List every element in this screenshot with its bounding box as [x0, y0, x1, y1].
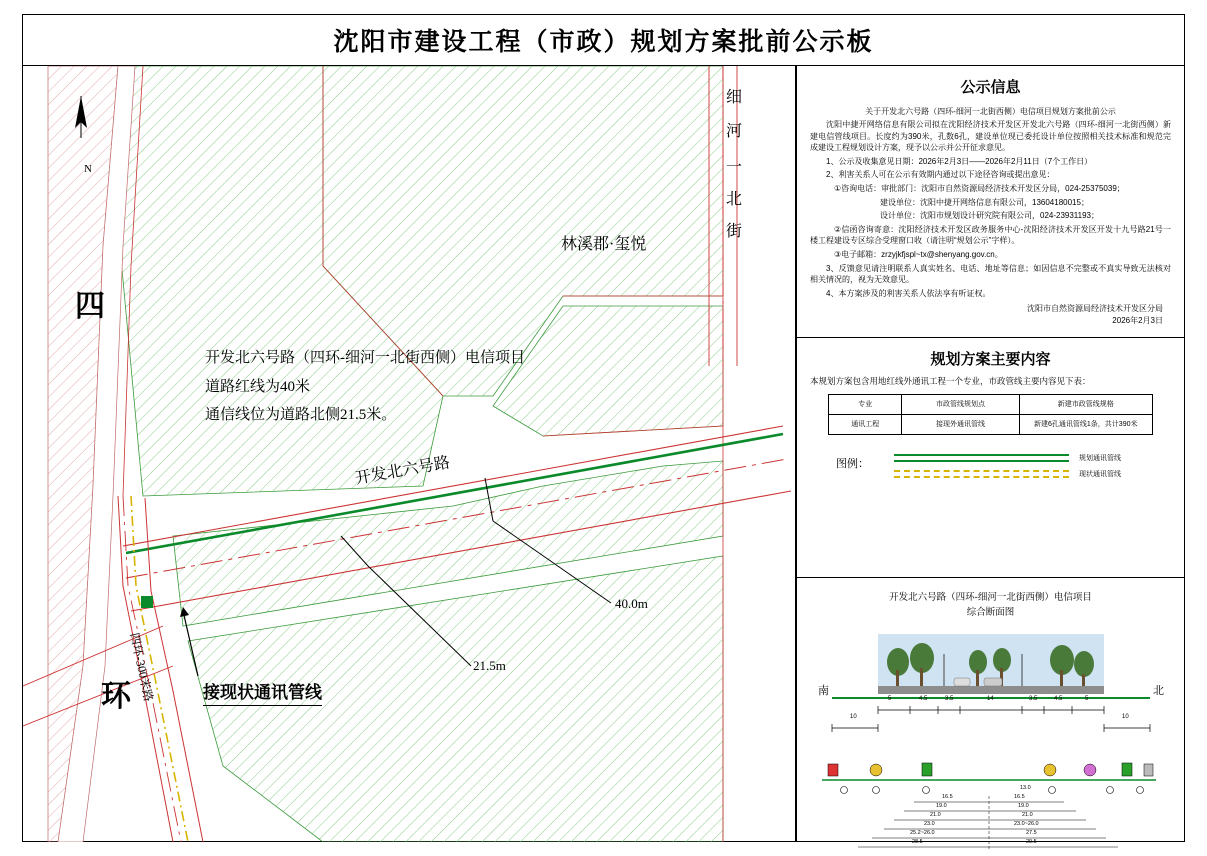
community-label: 林溪郡·玺悦 [561, 236, 647, 253]
pipe-dim-left-1: 19.0 [936, 803, 947, 810]
notice-section [796, 66, 1185, 338]
cross-section-svg [826, 632, 1156, 752]
map-label-huan: 环 [101, 680, 131, 713]
table-header-row [829, 394, 1153, 414]
pipe-dim-left-5: 28.5 [912, 839, 923, 846]
dim-outer-right: 10 [1122, 714, 1129, 721]
callout-line-offset: 21.5m [473, 658, 506, 673]
notice-sign-date: 2026年2月3日 [1112, 316, 1163, 326]
legend-text-existing: 现状通讯管线 [1079, 470, 1121, 478]
table-cell-0-2: 新建6孔通讯管线1条，共计390米 [1019, 414, 1153, 434]
notice-signature: 沈阳市自然资源局经济技术开发区分局 [1027, 304, 1163, 314]
notice-heading: 公示信息 [960, 80, 1021, 96]
cross-section-drawing [818, 632, 1164, 752]
pipe-layout-diagram [814, 758, 1164, 856]
table-header-2: 新建市政管线规格 [1019, 394, 1153, 414]
notice-paragraph-5: 设计单位：沈阳市规划设计研究院有限公司，024-23931193； [880, 211, 1100, 221]
dim-top-5: 4.5 [1054, 696, 1063, 703]
notice-signature-block [796, 303, 1185, 327]
table-cell-0-0: 通讯工程 [829, 414, 902, 434]
street-label-xi: 细 [726, 89, 743, 106]
compass-rose [68, 161, 98, 231]
pipe-dim-right-3: 21.0 [1022, 812, 1033, 819]
plan-heading: 规划方案主要内容 [930, 352, 1051, 368]
compass-north-label: N [84, 163, 92, 175]
map-label-si: 四 [75, 290, 105, 323]
right-panel [796, 66, 1185, 846]
pipe-dim-right-6: 29.5 [1026, 839, 1037, 846]
legend-text-planned: 规划通讯管线 [1079, 454, 1121, 462]
pipe-layout-svg [814, 758, 1164, 856]
map-vector [23, 66, 795, 842]
pipe-dim-left-2: 21.0 [930, 812, 941, 819]
notice-paragraph-2: 2、利害关系人可在公示有效期内通过以下途径咨询或提出意见： [826, 170, 1055, 180]
legend-rows [894, 447, 1185, 485]
pipe-dim-left-0: 16.5 [942, 794, 953, 801]
legend-item-planned [894, 453, 1185, 463]
site-plan-map [23, 66, 795, 842]
pipe-dim-left-4: 25.2~26.0 [910, 830, 935, 837]
pipe-dim-right-4: 23.0~26.0 [1014, 821, 1039, 828]
pipe-dim-right-2: 19.0 [1018, 803, 1029, 810]
legend-item-existing [894, 469, 1185, 479]
project-description [205, 344, 525, 430]
project-line-1: 开发北六号路（四环-细河一北街西侧）电信项目 [205, 350, 525, 366]
notice-subheading: 关于开发北六号路（四环-细河一北街西侧）电信项目规划方案批前公示 [865, 107, 1116, 116]
dim-outer-left: 10 [850, 714, 857, 721]
cross-section-title-line2: 综合断面图 [966, 607, 1015, 619]
street-label-yi: 一 [726, 159, 743, 176]
poster-title-bar [22, 14, 1185, 66]
notice-paragraph-3: ①咨询电话：审批部门：沈阳市自然资源局经济技术开发区分局，024-25375039； [834, 183, 1125, 193]
notice-paragraph-7: ③电子邮箱：zrzyjkfjspl~tx@shenyang.gov.cn。 [834, 249, 1003, 259]
pipe-dim-left-3: 23.0 [924, 821, 935, 828]
notice-paragraph-8: 3、反馈意见请注明联系人真实姓名、电话、地址等信息；如因信息不完整或不真实导致无法核对相关情况的，视为无效意见。 [810, 263, 1171, 285]
project-line-3: 通信线位为道路北侧21.5米。 [205, 407, 397, 423]
notice-paragraph-0: 沈阳中捷开网络信息有限公司拟在沈阳经济技术开发区开发北六号路（四环-细河一北街西侧）新建电信管线项目。长度约为390米，孔数6孔，建设单位现已委托设计单位按照相关技术标准和规范完成建设工程规划设计方案，现予以公示并公开征求意见。 [810, 120, 1171, 153]
legend-swatch-planned [894, 454, 1069, 462]
callout-road-width: 40.0m [615, 596, 648, 611]
pipe-dim-right-1: 16.5 [1014, 794, 1025, 801]
table-header-1: 市政管线规划点 [902, 394, 1019, 414]
dim-top-1: 4.5 [919, 696, 928, 703]
dim-top-2: 3.5 [945, 696, 954, 703]
project-line-2: 道路红线为40米 [205, 378, 311, 395]
plan-table [828, 394, 1153, 435]
street-label-bei: 北 [726, 191, 743, 208]
notice-paragraph-9: 4、本方案涉及的利害关系人依法享有听证权。 [826, 288, 991, 298]
dim-top-6: 5 [1085, 696, 1089, 703]
four-ring-road-label: 四环-300米路 [127, 631, 156, 703]
plan-description: 本规划方案包含用地红线外通讯工程一个专业，市政管线主要内容见下表： [810, 376, 1091, 386]
plan-section [796, 338, 1185, 578]
table-cell-0-1: 接现外通讯管线 [902, 414, 1019, 434]
legend [796, 447, 1185, 485]
pipe-dim-right-5: 27.5 [1026, 830, 1037, 837]
notice-body [796, 119, 1185, 299]
legend-swatch-existing [894, 470, 1069, 478]
direction-label-north: 北 [1153, 685, 1164, 698]
street-label-he: 河 [726, 123, 743, 140]
cross-section-section [796, 578, 1185, 846]
street-label-jie: 街 [726, 223, 743, 240]
legend-label: 图例： [836, 457, 869, 470]
direction-label-south: 南 [818, 685, 829, 698]
table-row [829, 414, 1153, 434]
notice-paragraph-4: 建设单位：沈阳中捷开网络信息有限公司，13604180015； [880, 197, 1089, 207]
notice-paragraph-1: 1、公示及收集意见日期：2026年2月3日——2026年2月11日（7个工作日） [826, 156, 1093, 166]
road-name-label: 开发北六号路 [353, 454, 452, 488]
page-title: 沈阳市建设工程（市政）规划方案批前公示板 [333, 28, 874, 56]
dim-top-0: 5 [888, 696, 892, 703]
cross-section-title-line1: 开发北六号路（四环-细河一北街西侧）电信项目 [889, 592, 1092, 603]
pipe-dim-right-0: 13.0 [1020, 785, 1031, 792]
notice-paragraph-6: ②信函咨询寄意：沈阳经济技术开发区政务服务中心-沈阳经济技术开发区开发十九号路21号一楼工程建设专区综合受理窗口收（请注明“规划公示”字样）。 [810, 224, 1171, 246]
dim-top-4: 3.5 [1029, 696, 1038, 703]
connect-existing-label: 接现状通讯管线 [203, 678, 322, 706]
cross-section-title [796, 590, 1185, 620]
dim-top-3: 14 [987, 696, 994, 703]
table-header-0: 专业 [829, 394, 902, 414]
